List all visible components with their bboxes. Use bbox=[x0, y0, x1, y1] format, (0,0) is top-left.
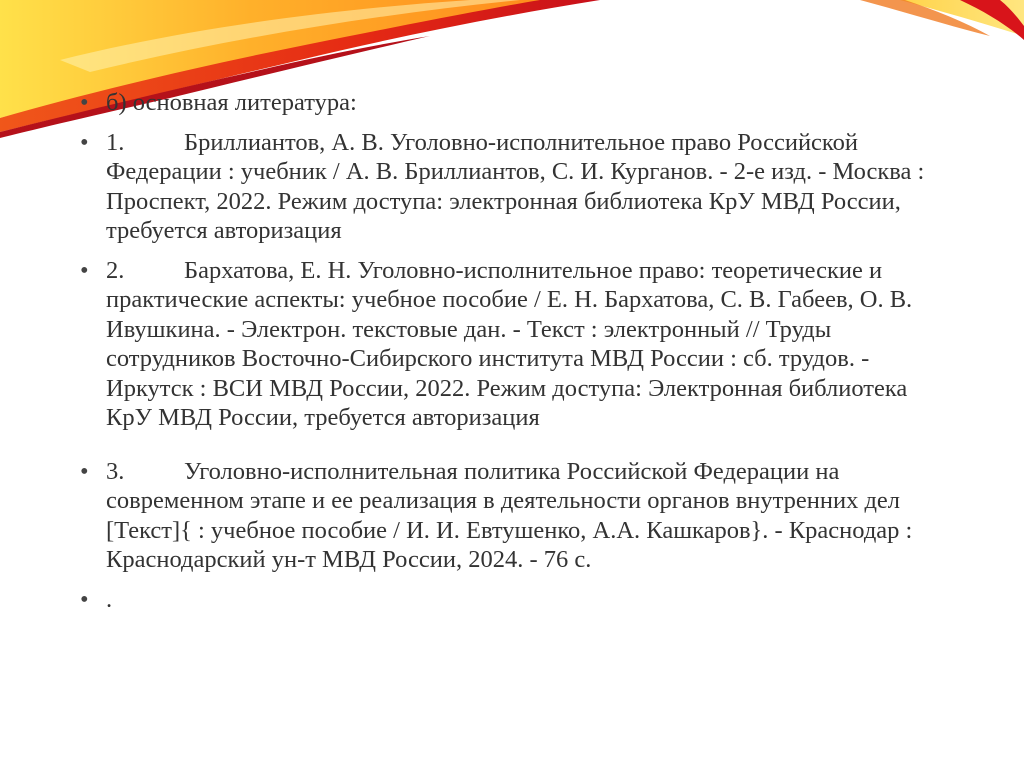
reference-item-2 bbox=[78, 256, 938, 433]
reference-text: Бархатова, Е. Н. Уголовно-исполнительное право: теоретические и практические аспекты: учебное пособие / Е. Н. Бархатова, С. В. Габеев, О. В. Ивушкина. - Электрон. текстовые дан. - Текст : электронный // Труды сотрудников Восточно-Сибирского института МВД России : сб. трудов. - Иркутск : ВСИ МВД России, 2022. Режим доступа: Электронная библиотека КрУ МВД России, требуется авторизация bbox=[106, 256, 913, 431]
reference-number: 2. bbox=[106, 256, 125, 284]
reference-text: Бриллиантов, А. В. Уголовно-исполнительное право Российской Федерации : учебник / А. В. Бриллиантов, С. И. Курганов. - 2-е изд. - Москва : Проспект, 2022. Режим доступа: электронная библиотека КрУ МВД России, требуется авторизация bbox=[106, 128, 925, 244]
bullet-list bbox=[78, 88, 938, 614]
list-item-trailing bbox=[78, 585, 938, 615]
reference-text: Уголовно-исполнительная политика Российской Федерации на современном этапе и ее реализация в деятельности органов внутренних дел [Текст]{ : учебное пособие / И. И. Евтушенко, А.А. Кашкаров}. - Краснодар : Краснодарский ун-т МВД России, 2024. - 76 с. bbox=[106, 457, 913, 573]
reference-number: 1. bbox=[106, 128, 125, 156]
reference-item-1 bbox=[78, 128, 938, 246]
reference-item-3 bbox=[78, 457, 938, 575]
trailing-text: . bbox=[106, 585, 113, 613]
list-heading bbox=[78, 88, 938, 118]
reference-number: 3. bbox=[106, 457, 125, 485]
literature-list bbox=[78, 88, 938, 624]
heading-text: б) основная литература: bbox=[106, 89, 357, 116]
